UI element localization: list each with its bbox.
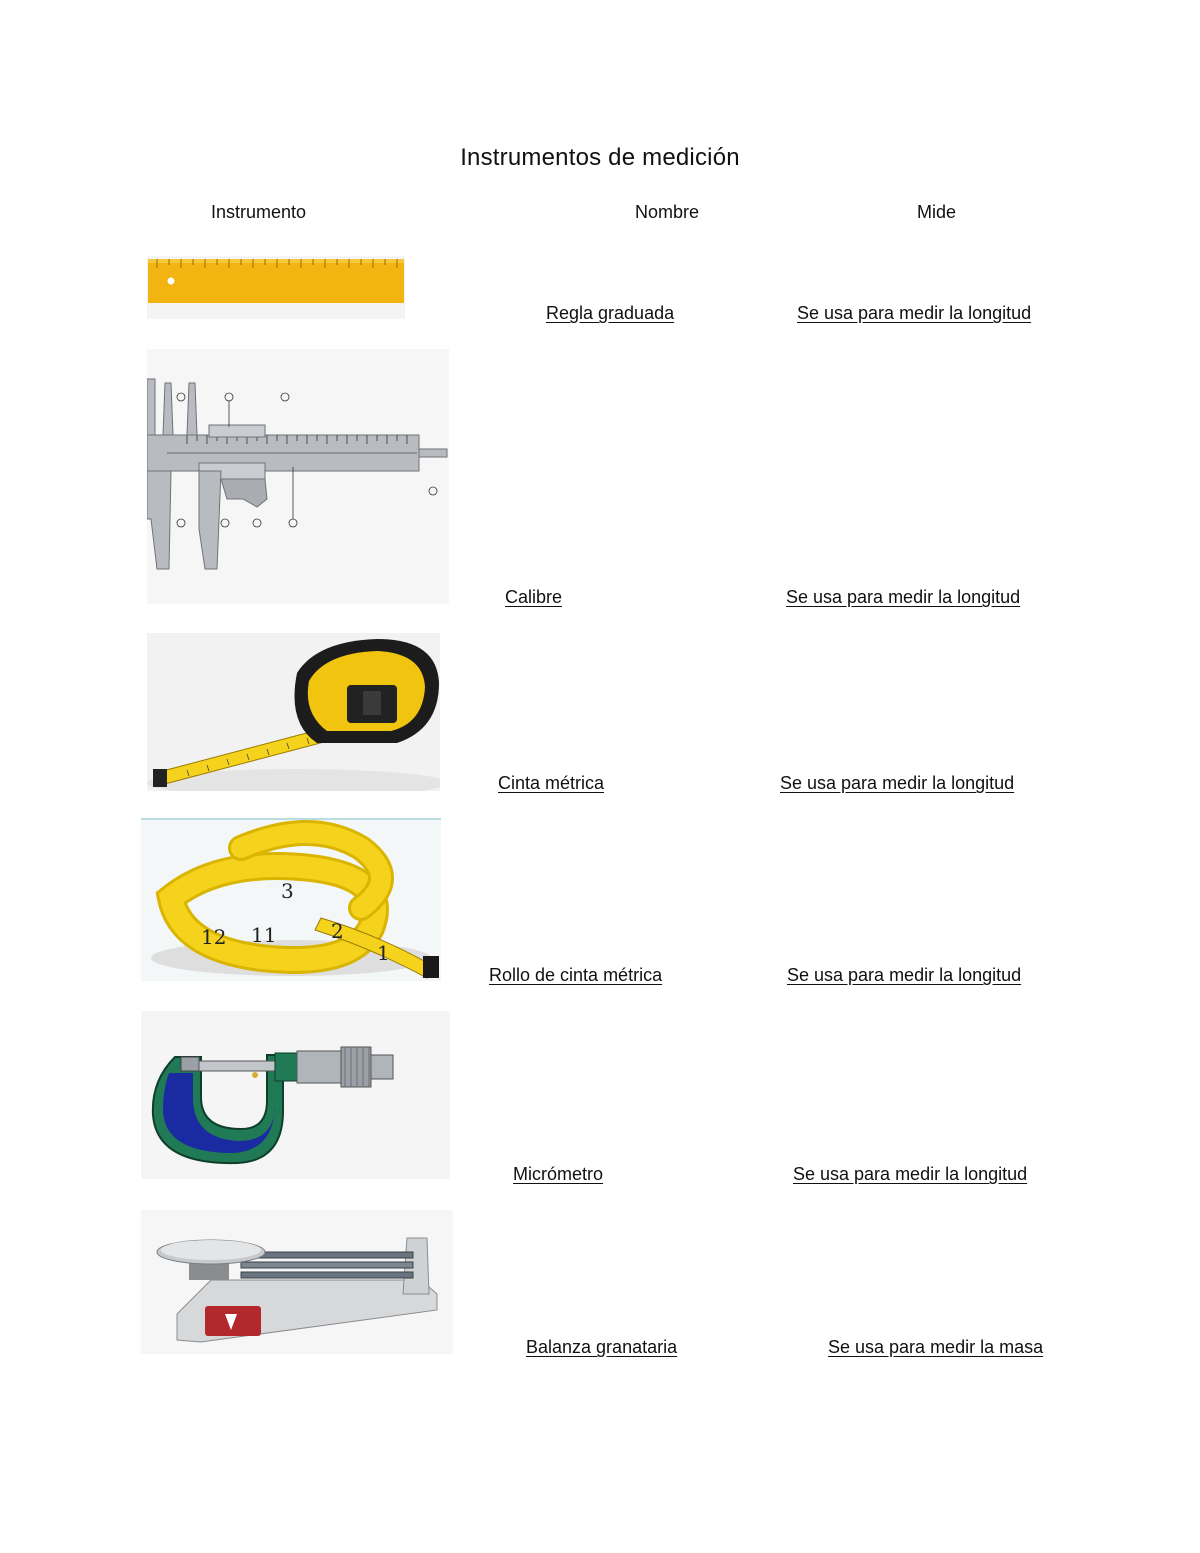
svg-text:1: 1 xyxy=(377,941,390,965)
header-nombre: Nombre xyxy=(635,202,700,222)
svg-text:11: 11 xyxy=(251,923,277,947)
row-2-nombre: Calibre xyxy=(505,587,563,607)
row-2-mide: Se usa para medir la longitud xyxy=(786,587,1021,607)
row-6-mide: Se usa para medir la masa xyxy=(828,1337,1044,1357)
row-1-nombre: Regla graduada xyxy=(546,303,675,323)
row-6-nombre: Balanza granataria xyxy=(526,1337,678,1357)
tape-roll-image xyxy=(141,818,441,981)
svg-text:2: 2 xyxy=(331,919,344,943)
caliper-image xyxy=(147,349,449,604)
row-5-nombre: Micrómetro xyxy=(513,1164,604,1184)
tape-measure-image xyxy=(147,633,440,791)
balance-image xyxy=(141,1210,453,1354)
micrometer-image xyxy=(141,1011,450,1179)
page-title: Instrumentos de medición xyxy=(460,144,740,171)
row-4-nombre: Rollo de cinta métrica xyxy=(489,965,663,985)
row-3-mide: Se usa para medir la longitud xyxy=(780,773,1015,793)
row-4-mide: Se usa para medir la longitud xyxy=(787,965,1022,985)
header-mide: Mide xyxy=(917,202,957,222)
row-5-mide: Se usa para medir la longitud xyxy=(793,1164,1028,1184)
svg-text:12: 12 xyxy=(201,925,227,949)
svg-text:3: 3 xyxy=(281,879,294,903)
header-instrumento: Instrumento xyxy=(211,202,307,222)
ruler-image xyxy=(147,256,405,319)
row-1-mide: Se usa para medir la longitud xyxy=(797,303,1032,323)
row-3-nombre: Cinta métrica xyxy=(498,773,605,793)
